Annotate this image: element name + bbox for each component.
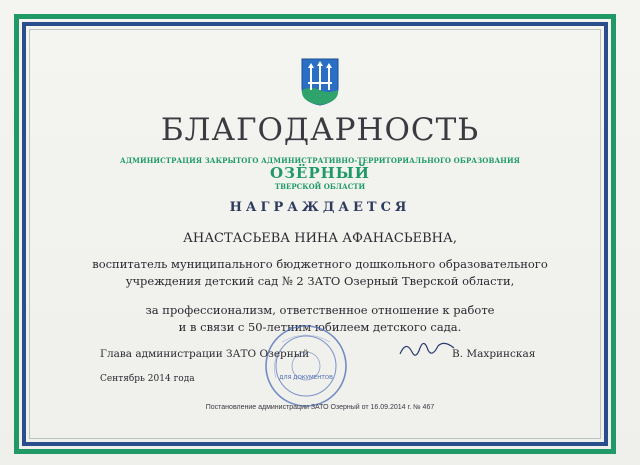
- reason-line: за профессионализм, ответственное отношение к работе: [145, 303, 495, 317]
- signature-icon: [398, 336, 458, 362]
- recipient-name: АНАСТАСЬЕВА НИНА АФАНАСЬЕВНА,: [183, 231, 457, 246]
- certificate-title: БЛАГОДАРНОСТЬ: [160, 112, 480, 148]
- awarded-heading: НАГРАЖДАЕТСЯ: [229, 200, 411, 215]
- signer-title: Глава администрации ЗАТО Озерный: [100, 348, 310, 360]
- position-line: учреждения детский сад № 2 ЗАТО Озерный Тверской области,: [125, 274, 515, 288]
- decree-footnote: Постановление администрации ЗАТО Озерный от 16.09.2014 г. № 467: [205, 404, 435, 411]
- administration-line: АДМИНИСТРАЦИЯ ЗАКРЫТОГО АДМИНИСТРАТИВНО-ТЕРРИТОРИАЛЬНОГО ОБРАЗОВАНИЯ: [120, 156, 520, 165]
- seal-stamp-icon: [262, 322, 350, 410]
- region-line: ТВЕРСКОЙ ОБЛАСТИ: [274, 182, 366, 191]
- town-name: ОЗЁРНЫЙ: [270, 164, 370, 182]
- issue-date: Сентябрь 2014 года: [100, 374, 195, 384]
- coat-of-arms-icon: [301, 58, 339, 106]
- stamp-text: ДЛЯ ДОКУМЕНТОВ: [279, 375, 333, 381]
- position-line: воспитатель муниципального бюджетного дошкольного образовательного: [92, 257, 548, 271]
- recipient-position: [0, 256, 640, 290]
- reason-line: и в связи с 50-летним юбилеем детского сада.: [178, 320, 462, 334]
- signer-name: В. Махринская: [452, 348, 536, 360]
